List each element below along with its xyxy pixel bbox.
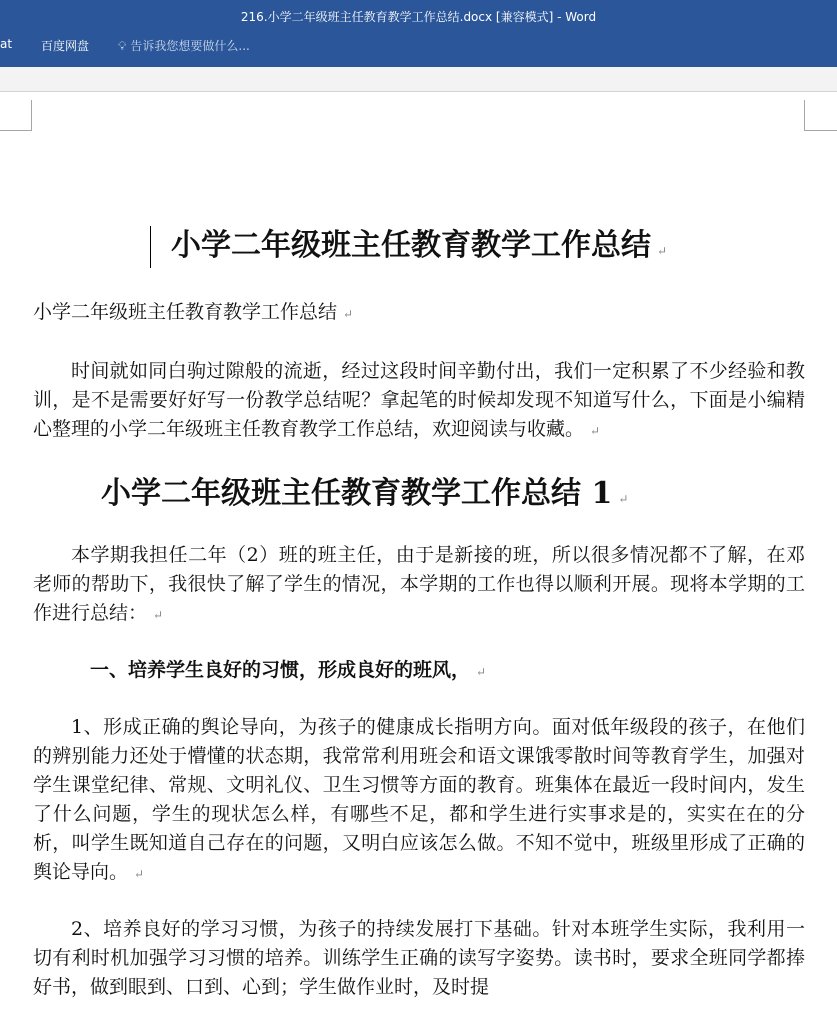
- item1-paragraph[interactable]: 1、形成正确的舆论导向，为孩子的健康成长指明方向。面对低年级段的孩子，在他们的辨别能力还处于懵懂的状态期，我常常利用班会和语文课饿零散时间等教育学生，加强对学生课堂纪律、常规、文明礼仪、卫生习惯等方面的教育。班集体在最近一段时间内，发生了什么问题，学生的现状怎么样，有哪些不足，都和学生进行实事求是的，实实在在的分析，叫学生既知道自己存在的问题，又明白应该怎么做。不知不觉中，班级里形成了正确的舆论导向。 ↵: [33, 716, 805, 883]
- section1-paragraph[interactable]: 本学期我担任二年（2）班的班主任，由于是新接的班，所以很多情况都不了解，在邓老师的帮助下，我很快了解了学生的情况，本学期的工作也得以顺利开展。现将本学期的工作进行总结： ↵: [33, 544, 805, 624]
- tab-format[interactable]: at: [0, 37, 13, 51]
- margin-corner-left: [0, 100, 32, 131]
- section1-heading[interactable]: 小学二年级班主任教育教学工作总结 1 ↵: [101, 476, 629, 511]
- paragraph-mark: ↵: [476, 665, 487, 679]
- paragraph-mark: ↵: [618, 492, 629, 506]
- paragraph-mark: ↵: [134, 867, 145, 881]
- document-subtitle[interactable]: 小学二年级班主任教育教学工作总结 ↵: [33, 301, 354, 323]
- item2-paragraph[interactable]: 2、培养良好的学习习惯，为孩子的持续发展打下基础。针对本班学生实际，我利用一切有利时机加强学习习惯的培养。训练学生正确的读写字姿势。读书时，要求全班同学都捧好书，做到眼到、口到、心到；学生做作业时，及时提: [33, 918, 805, 998]
- tell-me-box[interactable]: [118, 37, 250, 54]
- document-body[interactable]: [33, 220, 805, 1021]
- ribbon-collapsed-area: [0, 67, 837, 92]
- document-title[interactable]: 小学二年级班主任教育教学工作总结 ↵: [170, 228, 668, 263]
- tab-baidu-netdisk[interactable]: 百度网盘: [41, 39, 90, 53]
- ribbon-tab-row: [0, 32, 837, 59]
- paragraph-mark: ↵: [656, 244, 668, 258]
- paragraph-mark: ↵: [343, 307, 354, 321]
- ribbon-strip: [0, 59, 837, 67]
- paragraph-mark: ↵: [590, 424, 601, 438]
- tell-me-placeholder: 告诉我您想要做什么...: [130, 39, 250, 53]
- lightbulb-icon: 💡︎: [118, 39, 127, 53]
- title-bar: [0, 0, 837, 32]
- margin-corner-right: [804, 100, 837, 131]
- window-title: 216.小学二年级班主任教育教学工作总结.docx [兼容模式] - Word: [240, 10, 597, 24]
- subheading-habits[interactable]: 一、培养学生良好的习惯，形成良好的班风， ↵: [90, 659, 487, 681]
- intro-paragraph[interactable]: 时间就如同白驹过隙般的流逝，经过这段时间辛勤付出，我们一定积累了不少经验和教训，是不是需要好好写一份教学总结呢？拿起笔的时候却发现不知道写什么，下面是小编精心整理的小学二年级班主任教育教学工作总结，欢迎阅读与收藏。 ↵: [33, 360, 805, 440]
- paragraph-mark: ↵: [153, 608, 164, 622]
